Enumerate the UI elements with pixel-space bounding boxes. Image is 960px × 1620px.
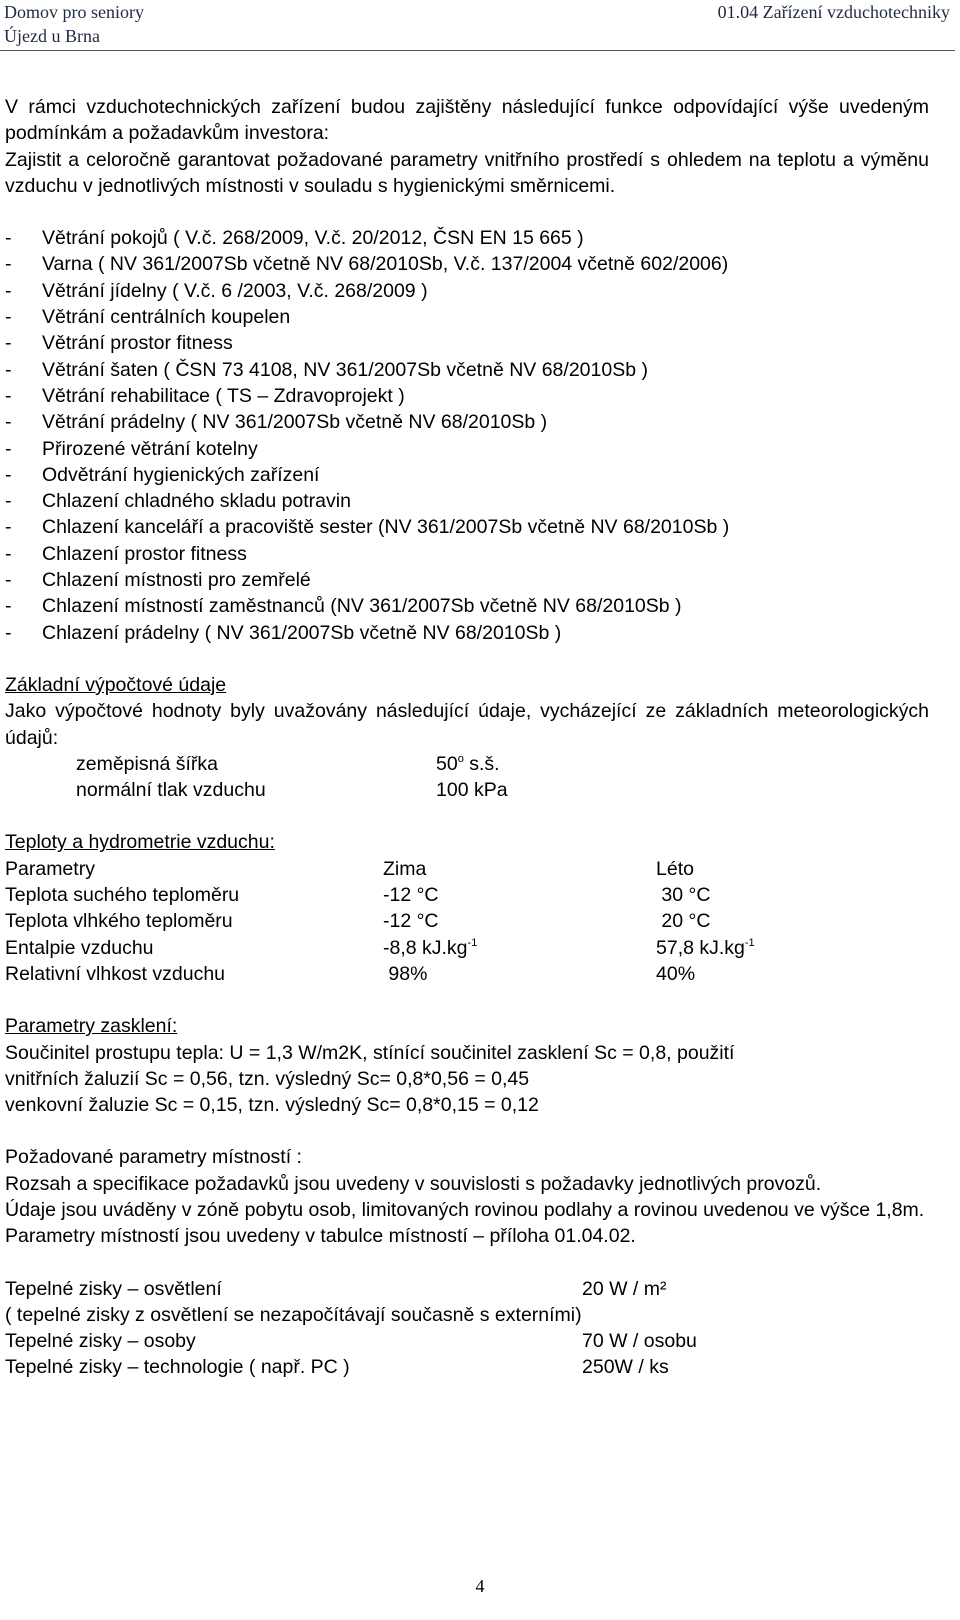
row-label: Teplota suchého teploměru — [5, 884, 240, 907]
leto-value: 20 °C — [656, 910, 711, 933]
spacer — [5, 803, 929, 829]
heat-gain-people-row — [5, 1328, 929, 1354]
heat-gain-value: 250W / ks — [582, 1356, 669, 1379]
heat-gain-label: Tepelné zisky – technologie ( např. PC ) — [5, 1356, 350, 1379]
list-item: - Větrání prádelny ( NV 361/2007Sb včetně NV 68/2010Sb ) — [5, 409, 929, 435]
heat-gain-label: Tepelné zisky – osoby — [5, 1330, 196, 1353]
leto-value: 57,8 $kJ.kg^{-1}$ — [656, 936, 755, 959]
heat-gain-technology-row — [5, 1354, 929, 1380]
pressure-value: 100 kPa — [436, 779, 508, 802]
zima-value: -12 °C — [383, 884, 439, 907]
latitude-label: zeměpisná šířka — [76, 752, 218, 775]
latitude-value: 50$^o$ s.š. — [436, 752, 500, 775]
list-item: - Větrání prostor fitness — [5, 330, 929, 356]
heat-gain-lighting-row — [5, 1276, 929, 1302]
spacer — [5, 1250, 929, 1276]
list-item: - Chlazení prádelny ( NV 361/2007Sb včetně NV 68/2010Sb ) — [5, 620, 929, 646]
page-header — [0, 0, 960, 52]
glazing-line: vnitřních žaluzií Sc = 0,56, tzn. výsledný Sc= 0,8*0,56 = 0,45 — [5, 1067, 530, 1090]
list-item: - Odvětrání hygienických zařízení — [5, 462, 929, 488]
list-item: - Přirozené větrání kotelny — [5, 436, 929, 462]
table-row — [5, 961, 929, 987]
header-left — [4, 0, 144, 48]
heat-gain-label: Tepelné zisky – osvětlení — [5, 1277, 222, 1300]
spacer — [5, 1118, 929, 1144]
header-location: Újezd u Brna — [4, 26, 100, 46]
zima-value: -8,8 $kJ.kg^{-1}$ — [383, 936, 478, 959]
pressure-row — [5, 777, 929, 803]
list-item: - Chlazení kanceláří a pracoviště sester (NV 361/2007Sb včetně NV 68/2010Sb ) — [5, 514, 929, 540]
heat-gain-value: 70 W / osobu — [582, 1330, 697, 1353]
leto-value: 30 °C — [656, 884, 711, 907]
page-number: 4 — [475, 1576, 485, 1596]
temps-heading: Teploty a hydrometrie vzduchu: — [5, 831, 275, 854]
glazing-heading: Parametry zasklení: — [5, 1015, 178, 1038]
room-params-paragraph: Parametry místností jsou uvedeny v tabulce místností – příloha 01.04.02. — [5, 1225, 636, 1248]
glazing-line: venkovní žaluzie Sc = 0,15, tzn. výsledný Sc= 0,8*0,15 = 0,12 — [5, 1094, 539, 1117]
list-item: - Větrání rehabilitace ( TS – Zdravoprojekt ) — [5, 383, 929, 409]
list-item: - Větrání pokojů ( V.č. 268/2009, V.č. 20/2012, ČSN EN 15 665 ) — [5, 225, 929, 251]
zima-value: 98% — [383, 962, 428, 985]
room-params-paragraph: Údaje jsou uváděny v zóně pobytu osob, limitovaných rovinou podlahy a rovinou uvedenou ve výšce 1,8m. — [5, 1198, 925, 1221]
list-item: - Chlazení prostor fitness — [5, 541, 929, 567]
list-item: - Varna ( NV 361/2007Sb včetně NV 68/2010Sb, V.č. 137/2004 včetně 602/2006) — [5, 251, 929, 277]
intro-paragraph-1: V rámci vzduchotechnických zařízení budou zajištěny následující funkce odpovídající výše uvedeným podmínkám a požadavkům investora: — [5, 96, 929, 145]
list-item: - Chlazení chladného skladu potravin — [5, 488, 929, 514]
column-header-parametry: Parametry — [5, 857, 95, 880]
header-section-title: 01.04 Zařízení vzduchotechniky — [717, 2, 950, 22]
document-body — [5, 94, 929, 1381]
table-row — [5, 908, 929, 934]
list-item: - Větrání šaten ( ČSN 73 4108, NV 361/2007Sb včetně NV 68/2010Sb ) — [5, 357, 929, 383]
header-project-name: Domov pro seniory — [4, 2, 144, 22]
basic-data-heading: Základní výpočtové údaje — [5, 673, 227, 696]
room-params-paragraph: Rozsah a specifikace požadavků jsou uvedeny v souvislosti s požadavky jednotlivých provozů. — [5, 1172, 822, 1195]
zima-value: -12 °C — [383, 910, 439, 933]
leto-value: 40% — [656, 962, 696, 985]
spacer — [5, 987, 929, 1013]
table-row — [5, 882, 929, 908]
header-divider — [0, 50, 955, 51]
spacer — [5, 646, 929, 672]
column-header-zima: Zima — [383, 857, 427, 880]
intro-paragraph-2: Zajistit a celoročně garantovat požadované parametry vnitřního prostředí s ohledem na teplotu a výměnu vzduchu v jednotlivých místnosti v souladu s hygienickými směrnicemi. — [5, 148, 929, 197]
row-label: Entalpie vzduchu — [5, 936, 154, 959]
temps-header-row — [5, 856, 929, 882]
basic-data-text: Jako výpočtové hodnoty byly uvažovány následující údaje, vycházející ze základních meteorologických údajů: — [5, 700, 929, 749]
list-item: - Větrání jídelny ( V.č. 6 /2003, V.č. 268/2009 ) — [5, 278, 929, 304]
list-item: - Větrání centrálních koupelen — [5, 304, 929, 330]
list-item: - Chlazení místností zaměstnanců (NV 361/2007Sb včetně NV 68/2010Sb ) — [5, 593, 929, 619]
list-item: - Chlazení místnosti pro zemřelé — [5, 567, 929, 593]
table-row — [5, 935, 929, 961]
latitude-row — [5, 751, 929, 777]
row-label: Relativní vlhkost vzduchu — [5, 962, 226, 985]
glazing-line: Součinitel prostupu tepla: U = 1,3 W/m2K, stínící součinitel zasklení Sc = 0,8, použití — [5, 1041, 735, 1064]
functions-list — [5, 225, 929, 646]
column-header-leto: Léto — [656, 857, 694, 880]
room-params-heading: Požadované parametry místností : — [5, 1146, 302, 1169]
row-label: Teplota vlhkého teploměru — [5, 910, 233, 933]
spacer — [5, 199, 929, 225]
heat-gain-lighting-note: ( tepelné zisky z osvětlení se nezapočítávají současně s externími) — [5, 1303, 582, 1326]
pressure-label: normální tlak vzduchu — [76, 779, 266, 802]
heat-gain-value: 20 W / m² — [582, 1277, 667, 1300]
